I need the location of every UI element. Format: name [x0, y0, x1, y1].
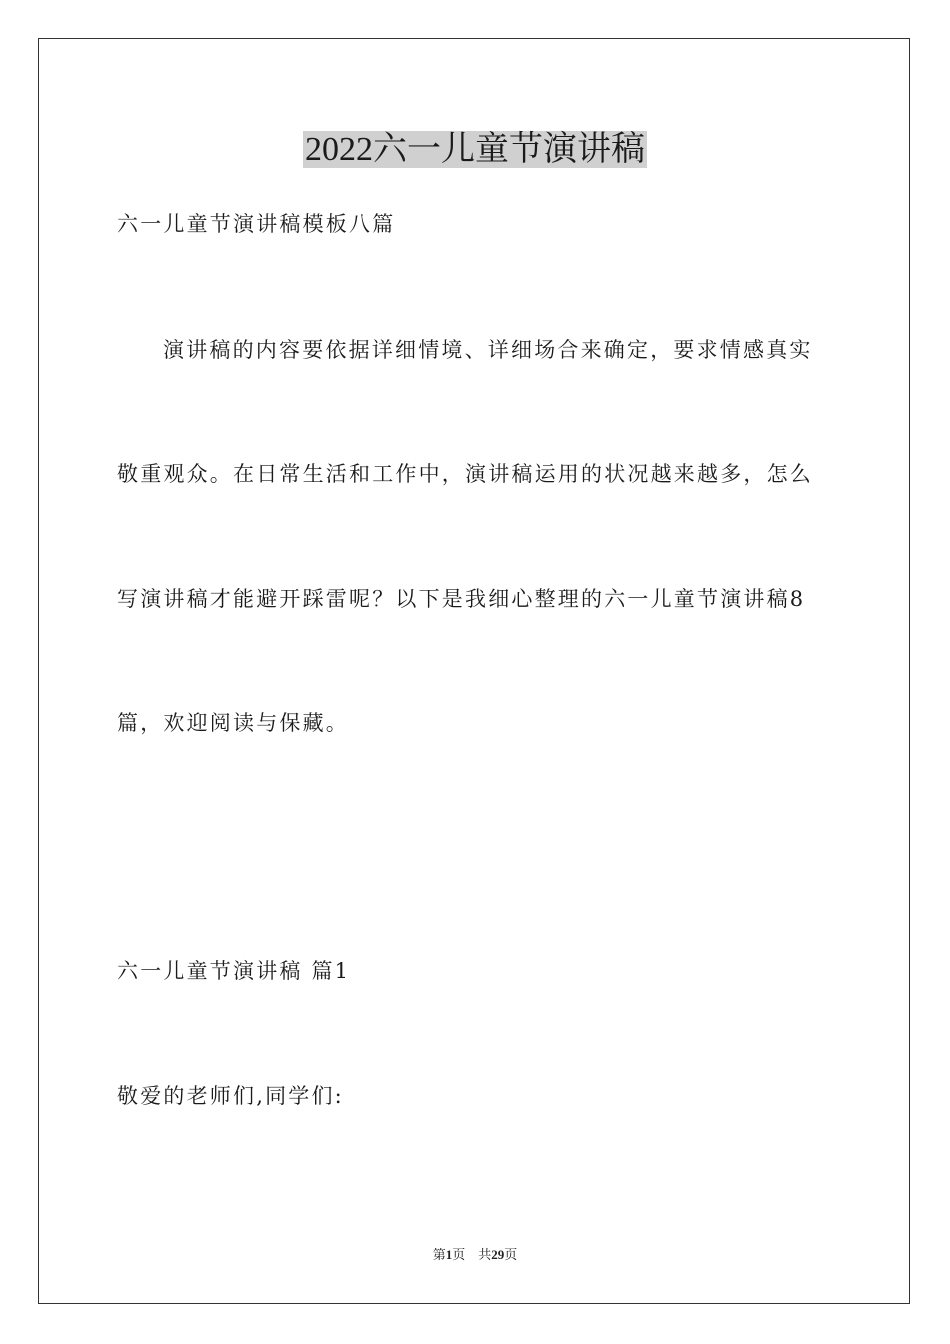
intro-line-4: 篇，欢迎阅读与保藏。 — [117, 711, 349, 735]
footer-page-number: 1 — [445, 1247, 453, 1262]
document-title-text: 2022六一儿童节演讲稿 — [305, 131, 645, 168]
footer-page-total: 29 — [491, 1247, 505, 1262]
footer-page-mid: 页 共 — [452, 1247, 492, 1262]
section-heading: 六一儿童节演讲稿 篇1 — [117, 959, 351, 983]
footer-page-suffix: 页 — [504, 1247, 518, 1262]
intro-line-1: 演讲稿的内容要依据详细情境、详细场合来确定，要求情感真实 — [163, 338, 813, 362]
document-title — [0, 126, 950, 174]
intro-line-2: 敬重观众。在日常生活和工作中，演讲稿运用的状况越来越多，怎么 — [117, 462, 813, 486]
footer-page-prefix: 第 — [432, 1247, 446, 1262]
greeting-line: 敬爱的老师们,同学们: — [117, 1084, 344, 1108]
page-footer — [0, 1246, 950, 1264]
intro-line-3: 写演讲稿才能避开踩雷呢？以下是我细心整理的六一儿童节演讲稿8 — [117, 587, 806, 611]
document-subtitle: 六一儿童节演讲稿模板八篇 — [117, 212, 396, 236]
